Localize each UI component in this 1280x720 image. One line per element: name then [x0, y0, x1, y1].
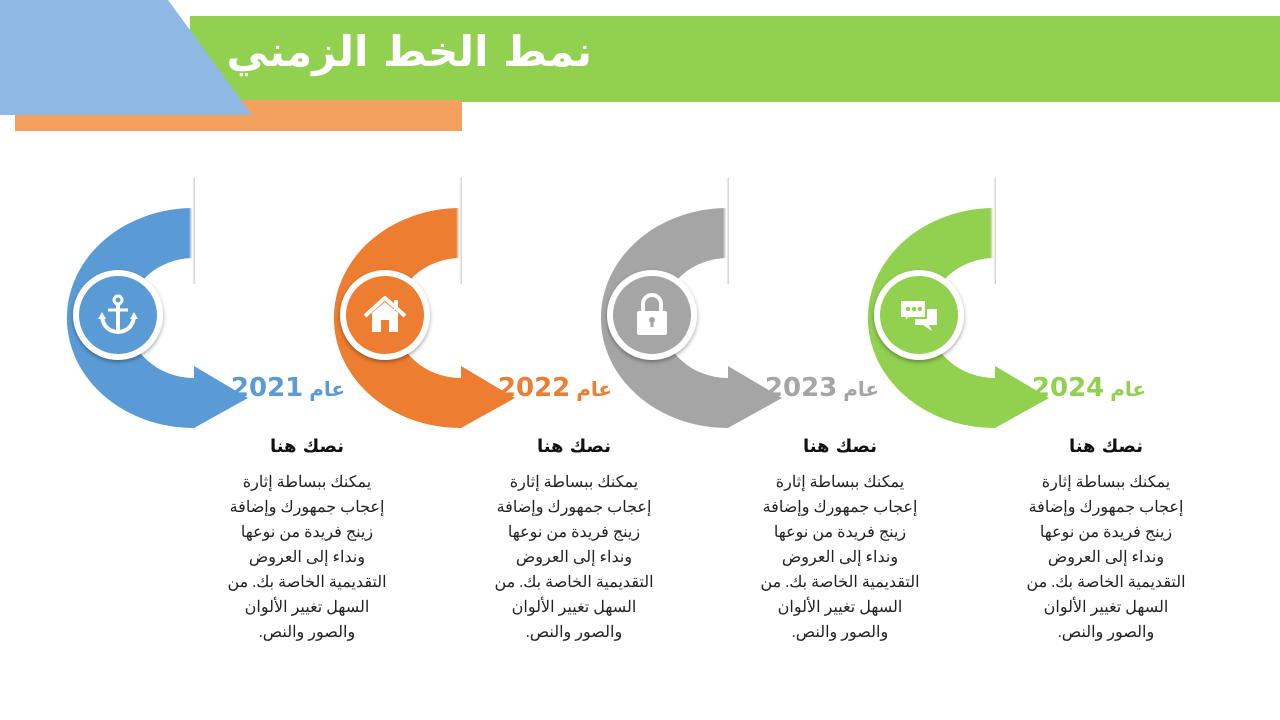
year-label-2024: عام2024 [1031, 373, 1147, 403]
item-heading: نصك هنا [269, 436, 345, 457]
arrow-stem [189, 178, 195, 284]
arrow-stem [990, 178, 996, 284]
arrow-stem [723, 178, 729, 284]
page-title: نمط الخط الزمني [226, 27, 592, 76]
year-label-2022: عام2022 [497, 373, 613, 403]
year-label-2021: عام2021 [230, 373, 346, 403]
item-body-text: يمكنك ببساطة إثارة إعجاب جمهورك وإضافة زينج فريدة من نوعها ونداء إلى العروض التقديمية الخاصة بك. من السهل تغيير الألوان والصور والنص. [1026, 474, 1186, 641]
item-heading: نصك هنا [802, 436, 878, 457]
item-heading: نصك هنا [1068, 436, 1144, 457]
item-heading: نصك هنا [536, 436, 612, 457]
item-body-text: يمكنك ببساطة إثارة إعجاب جمهورك وإضافة زينج فريدة من نوعها ونداء إلى العروض التقديمية الخاصة بك. من السهل تغيير الألوان والصور والنص. [760, 474, 920, 641]
arrow-stem [456, 178, 462, 284]
item-body-text: يمكنك ببساطة إثارة إعجاب جمهورك وإضافة زينج فريدة من نوعها ونداء إلى العروض التقديمية الخاصة بك. من السهل تغيير الألوان والصور والنص. [494, 474, 654, 641]
item-body-text: يمكنك ببساطة إثارة إعجاب جمهورك وإضافة زينج فريدة من نوعها ونداء إلى العروض التقديمية الخاصة بك. من السهل تغيير الألوان والصور والنص. [227, 474, 387, 641]
year-label-2023: عام2023 [764, 373, 880, 403]
